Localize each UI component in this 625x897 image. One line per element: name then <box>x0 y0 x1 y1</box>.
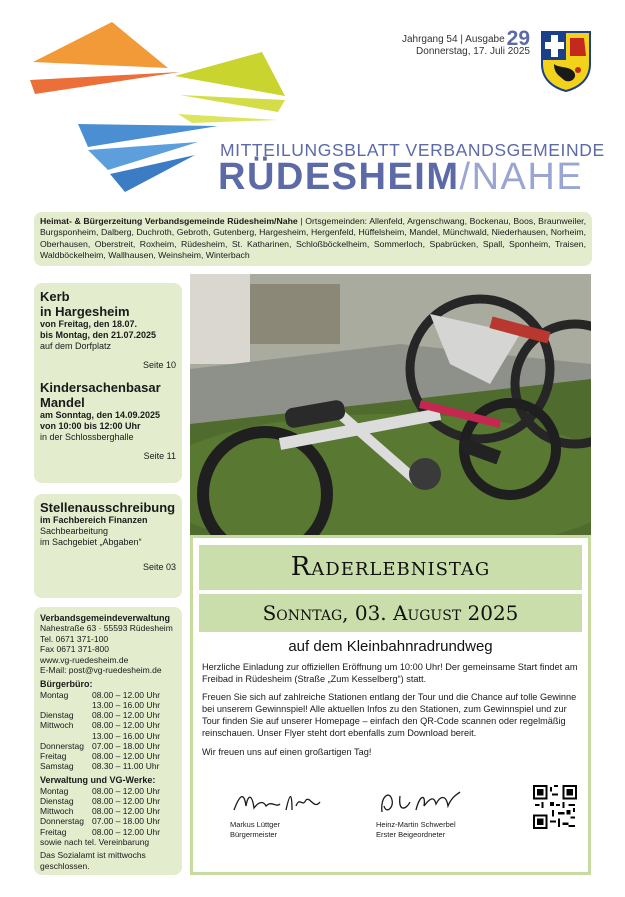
logo-shape-orange-top <box>33 22 168 68</box>
teaser-kerb-date-1: von Freitag, den 18.07. <box>40 319 138 329</box>
verwaltung-hours <box>40 786 176 837</box>
logo-shape-lime-mid <box>180 95 285 112</box>
bicycle-photo <box>190 274 591 535</box>
issue-date: Donnerstag, 17. Juli 2025 <box>416 46 530 57</box>
event-title: Raderlebnistag <box>199 545 582 590</box>
social-office-note: Das Sozialamt ist mittwochs geschlossen. <box>40 850 146 871</box>
teaser-job-department: im Fachbereich Finanzen <box>40 515 148 525</box>
logo-shape-orange-low <box>30 72 180 94</box>
teaser-kerb-page-link[interactable]: Seite 10 <box>142 360 176 370</box>
logo-shape-lime-top <box>175 52 285 96</box>
logo-shape-blue-mid <box>88 142 198 170</box>
publication-title <box>218 156 608 199</box>
title-nahe: /NAHE <box>459 156 584 198</box>
teaser-box-events <box>34 283 182 483</box>
signatory-role-1: Bürgermeister <box>230 830 278 839</box>
signature-block-mayor <box>230 786 350 840</box>
coat-of-arms-icon <box>540 30 592 92</box>
municipalities-band <box>34 212 592 266</box>
qr-code-icon[interactable] <box>533 785 577 829</box>
admin-website-link[interactable]: www.vg-ruedesheim.de <box>40 654 129 665</box>
teaser-kerb-date-2: bis Montag, den 21.07.2025 <box>40 330 157 340</box>
hours-row: 13.00 – 16.00 Uhr <box>92 700 161 711</box>
signature-deputy-icon <box>376 786 476 818</box>
teaser-basar-page-link[interactable]: Seite 11 <box>143 451 176 461</box>
hours-row: Dienstag 08.00 – 12.00 Uhr <box>40 710 161 721</box>
hours-row: Donnerstag 07.00 – 18.00 Uhr <box>40 816 161 827</box>
hours-row: Mittwoch 08.00 – 12.00 Uhr <box>40 806 161 817</box>
appointment-note: sowie nach tel. Vereinbarung <box>40 836 150 847</box>
teaser-basar-date-1: am Sonntag, den 14.09.2025 <box>40 410 161 420</box>
publication-subtitle: MITTEILUNGSBLATT VERBANDSGEMEINDE <box>220 140 605 160</box>
event-body <box>202 661 582 764</box>
teaser-job-role: Sachbearbeitung <box>40 526 109 536</box>
teaser-basar-location: in der Schlossberghalle <box>40 432 134 442</box>
event-paragraph-2: Freuen Sie sich auf zahlreiche Stationen entlang der Tour und die Chance auf tolle Gewinne bei unserem Gewinnspiel! Alle aktuellen Infos zu den Stationen, zum Gewinnspiel und zur Tour finden Sie auf unserer Homepage – einfach den QR-Code scannen oder regelmäßig reinschauen. Unser Flyer steht dort ebenfalls zum Download bereit. <box>202 692 577 739</box>
hours-row: Donnerstag 07.00 – 18.00 Uhr <box>40 740 161 751</box>
teaser-job-area: im Sachgebiet „Abgaben“ <box>40 537 142 547</box>
admin-email-link[interactable]: E-Mail: post@vg-ruedesheim.de <box>40 665 162 676</box>
signatory-name-1: Markus Lüttger <box>230 820 281 829</box>
event-paragraph-3: Wir freuen uns auf einen großartigen Tag! <box>202 746 372 757</box>
signatory-role-2: Erster Beigeordneter <box>376 830 446 839</box>
signature-block-deputy <box>376 786 496 840</box>
teaser-kerb-location: auf dem Dorfplatz <box>40 341 112 351</box>
hours-row: Montag 08.00 – 12.00 Uhr <box>40 785 161 796</box>
hours-row: Montag 08.00 – 12.00 Uhr <box>40 689 161 700</box>
teaser-job-page-link[interactable]: Seite 03 <box>142 562 176 572</box>
hours-row: Freitag 08.00 – 12.00 Uhr <box>40 826 161 837</box>
event-subtitle: auf dem Kleinbahnradrundweg <box>288 638 493 655</box>
hours-row: 13.00 – 16.00 Uhr <box>92 730 161 741</box>
title-ruedesheim: RÜDESHEIM <box>218 156 460 198</box>
signature-mayor-icon <box>230 786 330 818</box>
hours-row: Samstag 08.30 – 11.00 Uhr <box>40 761 160 772</box>
teaser-kerb-title-1: Kerb <box>40 289 70 304</box>
admin-contact-box <box>34 607 182 875</box>
teaser-basar-date-2: von 10:00 bis 12:00 Uhr <box>40 421 141 431</box>
teaser-kerb-title-2: in Hargesheim <box>40 304 130 319</box>
verwaltung-title: Verwaltung und VG-Werke: <box>40 775 156 786</box>
hours-row: Freitag 08.00 – 12.00 Uhr <box>40 751 161 762</box>
event-announcement <box>190 535 591 875</box>
issue-info <box>400 27 530 58</box>
logo-shape-blue-top <box>78 124 218 147</box>
event-date: Sonntag, 03. August 2025 <box>199 594 582 632</box>
admin-phone[interactable]: Tel. 0671 371-100 <box>40 633 109 644</box>
band-municipalities: | Ortsgemeinden: Allenfeld, Argenschwang, Bockenau, Boos, Braunweiler, Burgsponheim, Dalberg, Duchroth, Gebroth, Gutenberg, Hargesheim, Hergenfeld, Hüffelsheim, Mandel, Münchwald, Niederhausen, Norheim, Oberhausen, Oberstreit, Roxheim, Rüdesheim, St. Katharinen, Schloßböckelheim, Sommerloch, Spabrücken, Spall, Sponheim, Traisen, Waldböckelheim, Wallhausen, Weinsheim, Winterbach <box>40 216 586 260</box>
teaser-job-title: Stellenausschreibung <box>40 500 176 515</box>
admin-address: Nahestraße 63 · 55593 Rüdesheim <box>40 623 173 634</box>
hours-row: Mittwoch 08.00 – 12.00 Uhr <box>40 720 161 731</box>
teaser-basar-title-2: Mandel <box>40 395 85 410</box>
hours-row: Dienstag 08.00 – 12.00 Uhr <box>40 796 161 807</box>
logo-shape-lime-low <box>178 114 278 123</box>
buergerbuero-hours <box>40 690 176 772</box>
teaser-box-job <box>34 494 182 598</box>
admin-title: Verbandsgemeindeverwaltung <box>40 613 171 623</box>
event-paragraph-1: Herzliche Einladung zur offiziellen Eröffnung um 10:00 Uhr! Der gemeinsame Start findet am Freibad in Rüdesheim (Straße „Zum Kesselberg“) statt. <box>202 662 578 685</box>
band-lead: Heimat- & Bürgerzeitung Verbandsgemeinde Rüdesheim/Nahe <box>40 216 298 226</box>
admin-fax: Fax 0671 371-800 <box>40 644 109 655</box>
issue-number: 29 <box>506 27 530 50</box>
buergerbuero-title: Bürgerbüro: <box>40 679 93 690</box>
signatory-name-2: Heinz-Martin Schwerbel <box>376 820 456 829</box>
teaser-basar-title-1: Kindersachenbasar <box>40 380 161 395</box>
volume-label: Jahrgang 54 | Ausgabe <box>401 34 505 45</box>
